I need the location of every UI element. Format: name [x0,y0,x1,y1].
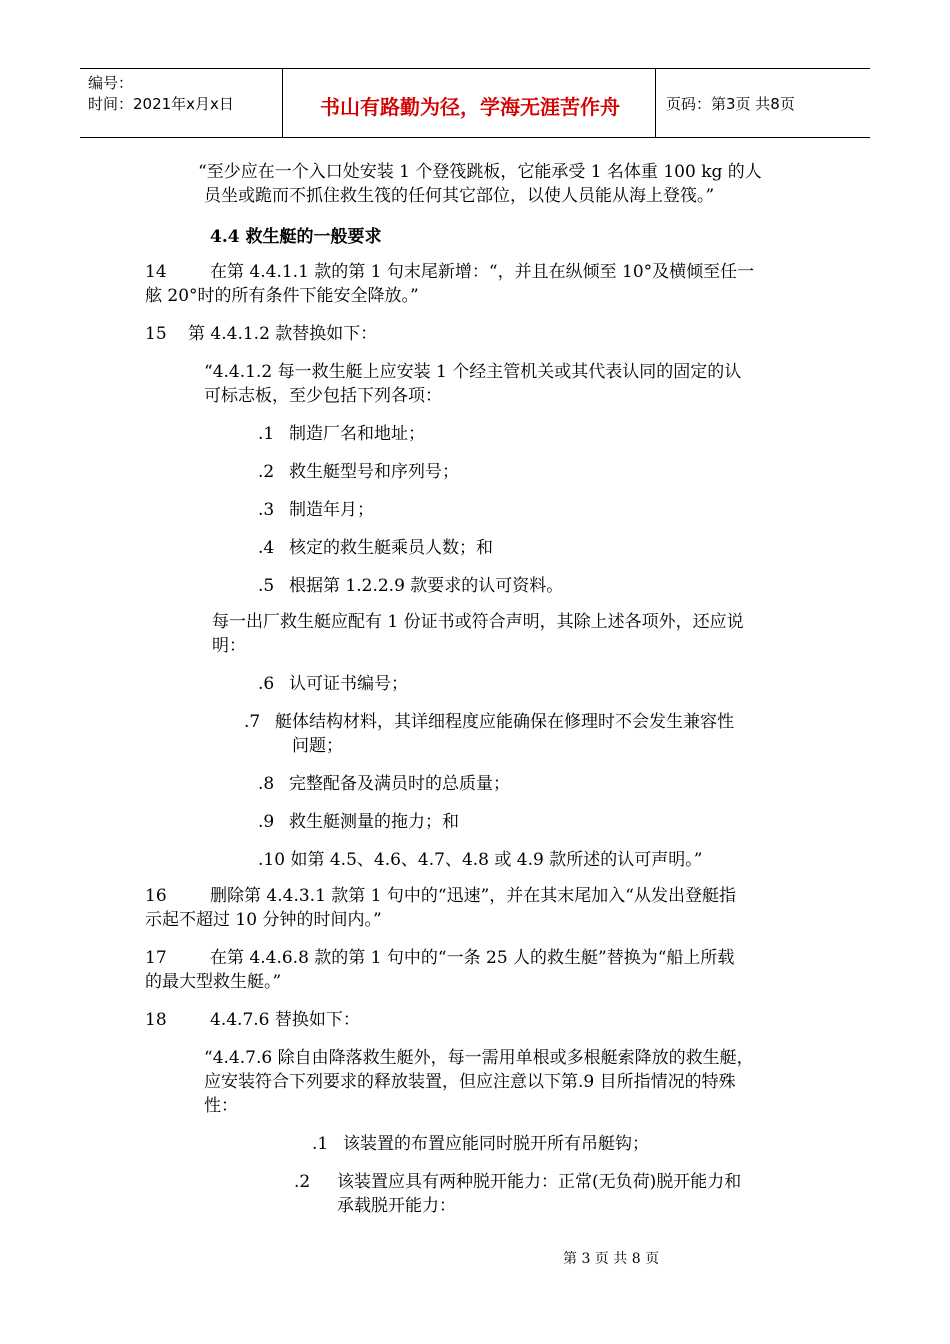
list-item: 艇体结构材料，其详细程度应能确保在修理时不会发生兼容性 [275,712,734,732]
list-item: 根据第 1.2.2.9 款要求的认可资料。 [289,576,564,596]
list-item: 完整配备及满员时的总质量； [289,774,510,794]
paragraph-line: 每一出厂救生艇应配有 1 份证书或符合声明，其除上述各项外，还应说 [212,612,744,632]
quote-line: 性： [204,1096,238,1116]
list-item-number: .2 [258,462,275,482]
paragraph-number: 15 [145,324,167,344]
paragraph-line: 第 4.4.1.2 款替换如下： [188,324,378,344]
list-item: 该装置的布置应能同时脱开所有吊艇钩； [343,1134,649,1154]
quote-line: “4.4.7.6 除自由降落救生艇外，每一需用单根或多根艇索降放的救生艇， [204,1048,754,1068]
paragraph-line: 明： [212,636,246,656]
paragraph-number: 16 [145,886,167,906]
paragraph-line: 在第 4.4.1.1 款的第 1 句末尾新增：“，并且在纵倾至 10°及横倾至任一 [210,262,755,282]
paragraph-number: 18 [145,1010,167,1030]
list-item: 该装置应具有两种脱开能力：正常(无负荷)脱开能力和 [337,1172,742,1192]
header-divider [282,69,283,137]
list-item-number: .1 [312,1134,329,1154]
quote-line: 应安装符合下列要求的释放装置，但应注意以下第.9 目所指情况的特殊 [204,1072,736,1092]
list-item: 问题； [292,736,343,756]
document-header [80,68,870,138]
header-time-label: 时间：2021年x月x日 [88,95,234,113]
list-item-number: .5 [258,576,275,596]
paragraph-line: 4.4.7.6 替换如下： [210,1010,360,1030]
list-item: .10 如第 4.5、4.6、4.7、4.8 或 4.9 款所述的认可声明。” [258,850,703,870]
paragraph-number: 14 [145,262,167,282]
list-item-number: .8 [258,774,275,794]
paragraph-line: 的最大型救生艇。” [145,972,282,992]
quote-line: 可标志板，至少包括下列各项： [204,386,442,406]
paragraph-line: 舷 20°时的所有条件下能安全降放。” [145,286,419,306]
section-heading: 4.4 救生艇的一般要求 [210,227,382,247]
header-number-label: 编号： [88,74,134,92]
paragraph-line: 示起不超过 10 分钟的时间内。” [145,910,382,930]
list-item: 救生艇型号和序列号； [289,462,459,482]
list-item: 制造厂名和地址； [289,424,425,444]
list-item-number: .3 [258,500,275,520]
list-item: 认可证书编号； [289,674,408,694]
header-motto: 书山有路勤为径，学海无涯苦作舟 [320,95,620,119]
list-item-number: .4 [258,538,275,558]
quote-line: “至少应在一个入口处安装 1 个登筏跳板，它能承受 1 名体重 100 kg 的人 [198,162,762,182]
paragraph-line: 删除第 4.4.3.1 款第 1 句中的“迅速”，并在其末尾加入“从发出登艇指 [210,886,736,906]
quote-line: 员坐或跪而不抓住救生筏的任何其它部位，以使人员能从海上登筏。” [204,186,715,206]
quote-line: “4.4.1.2 每一救生艇上应安装 1 个经主管机关或其代表认同的固定的认 [204,362,742,382]
header-page-label: 页码：第3页 共8页 [666,95,795,113]
paragraph-number: 17 [145,948,167,968]
list-item: 承载脱开能力： [337,1196,456,1216]
paragraph-line: 在第 4.4.6.8 款的第 1 句中的“一条 25 人的救生艇”替换为“船上所载 [210,948,735,968]
list-item-number: .2 [294,1172,311,1192]
list-item-number: .1 [258,424,275,444]
page-footer: 第 3 页 共 8 页 [563,1251,660,1267]
list-item: 救生艇测量的拖力；和 [289,812,459,832]
list-item: 制造年月； [289,500,374,520]
list-item-number: .9 [258,812,275,832]
list-item-number: .6 [258,674,275,694]
list-item-number: .7 [244,712,261,732]
header-meta [88,73,234,115]
list-item: 核定的救生艇乘员人数；和 [289,538,493,558]
